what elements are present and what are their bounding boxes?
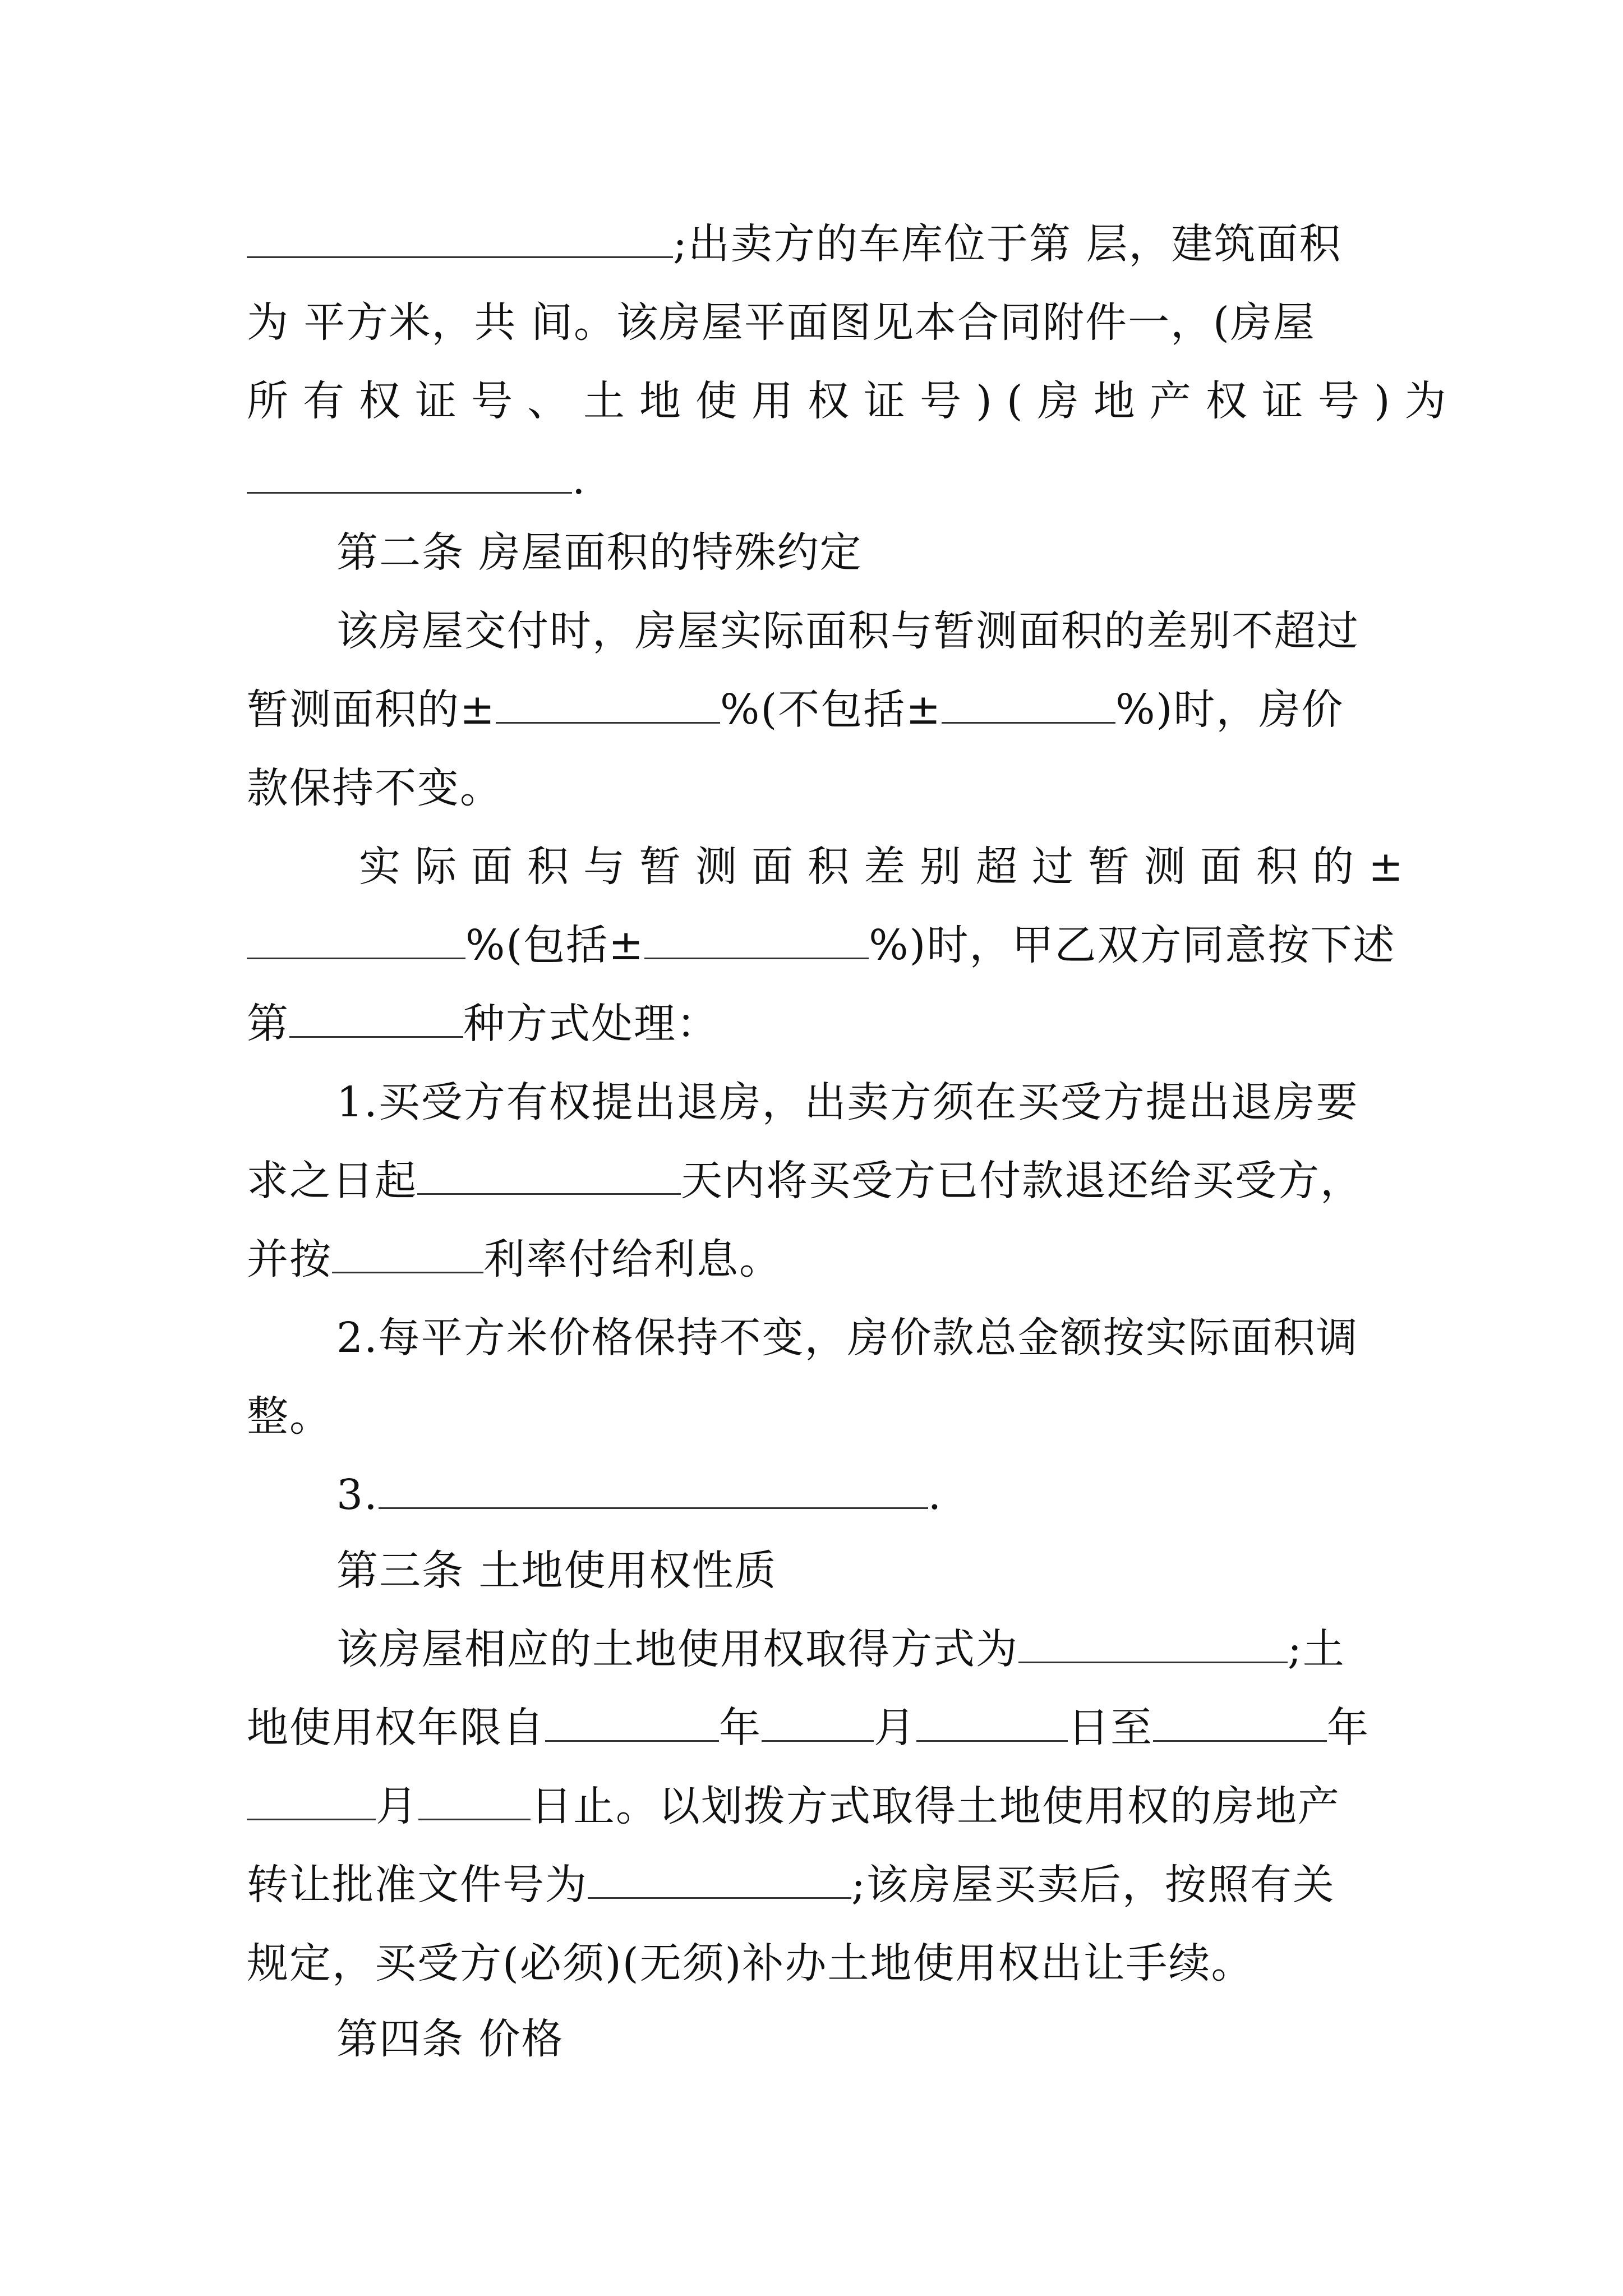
text-run: 整。: [247, 1392, 332, 1441]
text-run: 第四条 价格: [336, 2015, 564, 2063]
paragraph-line: [247, 996, 1385, 1052]
paragraph-line: [336, 603, 1385, 659]
paragraph-line: [247, 452, 1385, 508]
text-run: 天内将买受方已付款退还给买受方，: [681, 1157, 1363, 1205]
paragraph-line: [359, 839, 1418, 895]
text-run: %(不包括±: [720, 685, 942, 734]
paragraph-line: [247, 1778, 1385, 1834]
text-run: 第: [247, 1000, 289, 1048]
article-2-title: [336, 524, 1385, 581]
text-run: %(包括±: [465, 921, 645, 969]
blank-field[interactable]: [247, 219, 673, 258]
blank-field[interactable]: [332, 1235, 483, 1273]
text-run: 月: [376, 1782, 418, 1830]
paragraph-line: [247, 760, 1385, 816]
text-run: ;出卖方的车库位于第 层，建筑面积: [673, 220, 1342, 268]
paragraph-line: [247, 1857, 1385, 1913]
paragraph-line: [247, 1700, 1385, 1756]
text-run: 第三条 土地使用权性质: [336, 1547, 777, 1595]
blank-field[interactable]: [247, 455, 572, 494]
paragraph-line: [247, 1388, 1385, 1444]
list-item: [336, 1074, 1385, 1130]
text-run: 2.每平方米价格保持不变，房价款总金额按实际面积调: [336, 1314, 1359, 1362]
text-run: 实际面积与暂测面积差别超过暂测面积的±: [359, 843, 1418, 891]
paragraph-line: [247, 295, 1385, 351]
text-run: 地使用权年限自: [247, 1704, 545, 1752]
blank-field[interactable]: [418, 1782, 531, 1820]
list-item: [336, 1310, 1385, 1366]
blank-field[interactable]: [916, 1703, 1068, 1742]
blank-field[interactable]: [644, 921, 869, 959]
text-run: %)时，甲乙双方同意按下述: [869, 921, 1396, 969]
text-run: 转让批准文件号为: [247, 1861, 588, 1909]
paragraph-line: [247, 1935, 1385, 1991]
text-run: .: [572, 455, 587, 504]
article-3-title: [336, 1543, 1385, 1599]
blank-field[interactable]: [762, 1703, 874, 1742]
blank-field[interactable]: [247, 921, 465, 959]
text-run: 所有权证号、土地使用权证号)(房地产权证号)为: [247, 377, 1461, 425]
text-run: 日至: [1068, 1704, 1153, 1752]
blank-field[interactable]: [417, 1156, 681, 1195]
blank-field[interactable]: [496, 685, 720, 724]
text-run: ;土: [1288, 1625, 1345, 1673]
text-run: 年: [1327, 1704, 1370, 1752]
paragraph-line: [336, 1621, 1385, 1677]
paragraph-line: [247, 1153, 1385, 1209]
blank-field[interactable]: [1018, 1625, 1288, 1663]
article-4-title: [336, 2011, 1385, 2067]
paragraph-line: [247, 917, 1396, 973]
text-run: 利率付给利息。: [483, 1235, 782, 1283]
blank-field[interactable]: [942, 685, 1115, 724]
text-run: 为 平方米，共 间。该房屋平面图见本合同附件一，(房屋: [247, 298, 1316, 347]
blank-field[interactable]: [247, 1782, 376, 1820]
text-run: 并按: [247, 1235, 332, 1283]
text-run: 月: [874, 1704, 916, 1752]
blank-field[interactable]: [1153, 1703, 1327, 1742]
text-run: 1.买受方有权提出退房，出卖方须在买受方提出退房要: [336, 1078, 1359, 1126]
blank-field[interactable]: [588, 1860, 851, 1899]
text-run: %)时，房价: [1115, 685, 1344, 734]
text-run: 种方式处理：: [463, 1000, 719, 1048]
blank-field[interactable]: [379, 1470, 928, 1509]
text-run: 该房屋相应的土地使用权取得方式为: [336, 1625, 1018, 1673]
text-run: 款保持不变。: [247, 764, 502, 812]
text-run: 日止。以划拨方式取得土地使用权的房地产: [531, 1782, 1340, 1830]
blank-field[interactable]: [289, 999, 463, 1038]
text-run: 暂测面积的±: [247, 685, 496, 734]
paragraph-line: [247, 1231, 1385, 1287]
blank-field[interactable]: [545, 1703, 719, 1742]
text-run: 3.: [336, 1471, 379, 1519]
text-run: 年: [719, 1704, 762, 1752]
text-run: 求之日起: [247, 1157, 417, 1205]
paragraph-line: [247, 373, 1461, 429]
text-run: 规定，买受方(必须)(无须)补办土地使用权出让手续。: [247, 1939, 1254, 1987]
text-run: .: [928, 1471, 943, 1519]
list-item: [336, 1467, 1385, 1523]
text-run: 第二条 房屋面积的特殊约定: [336, 528, 863, 577]
text-run: ;该房屋买卖后，按照有关: [851, 1861, 1335, 1909]
text-run: 该房屋交付时，房屋实际面积与暂测面积的差别不超过: [336, 607, 1359, 655]
paragraph-line: [247, 682, 1385, 738]
paragraph-line: [247, 216, 1385, 272]
